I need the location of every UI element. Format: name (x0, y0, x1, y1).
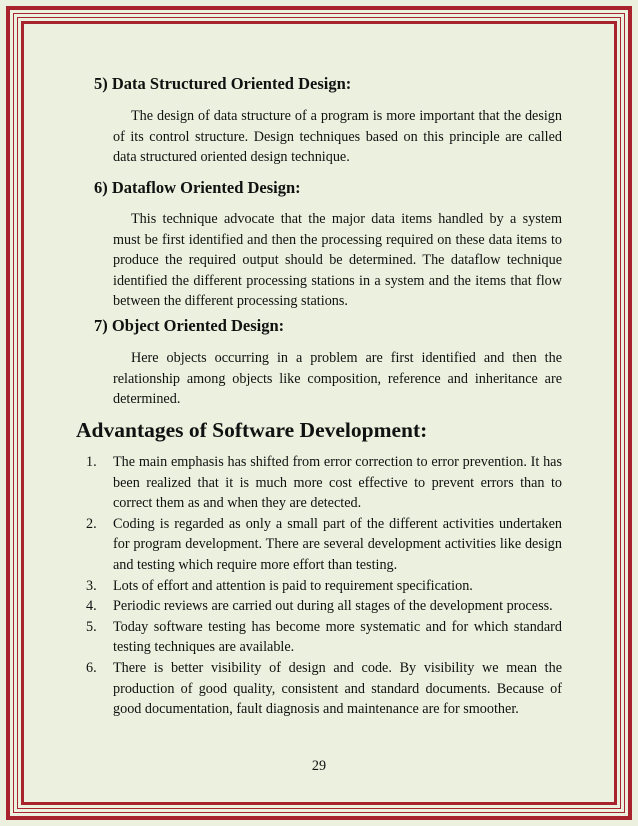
list-item (86, 514, 562, 576)
list-item-number: 6. (86, 659, 97, 676)
section-body-data-structured: The design of data structure of a program is more important that the design of its control structure. Design techniques based on this principle are called data structured oriented design technique. (113, 108, 562, 166)
advantages-heading: Advantages of Software Development: (76, 418, 428, 442)
list-item-number: 3. (86, 577, 97, 594)
list-item-text: The main emphasis has shifted from error correction to error prevention. It has been realized that it is much more cost effective to prevent errors than to correct them as and when they are detected. (113, 454, 562, 512)
list-item-text: Periodic reviews are carried out during all stages of the development process. (113, 598, 553, 615)
list-item-number: 5. (86, 618, 97, 635)
list-item (86, 452, 562, 514)
list-item (86, 576, 562, 597)
list-item-text: There is better visibility of design and code. By visibility we mean the production of good quality, consistent and standard documents. Because of good documentation, fault diagnosis and maintenance are for smoother. (113, 659, 562, 718)
section-heading-object-oriented: 7) Object Oriented Design: (94, 316, 285, 335)
list-item-number: 4. (86, 598, 97, 615)
list-item (86, 658, 562, 720)
section-heading-data-structured: 5) Data Structured Oriented Design: (94, 74, 352, 93)
list-item-text: Lots of effort and attention is paid to requirement specification. (113, 577, 473, 594)
list-item-text: Today software testing has become more systematic and for which standard testing techniques are available. (113, 618, 562, 656)
list-item (86, 617, 562, 658)
advantages-list (86, 452, 562, 720)
list-item-number: 2. (86, 515, 97, 532)
section-body-object-oriented: Here objects occurring in a problem are first identified and then the relationship among objects like composition, reference and inheritance are determined. (113, 350, 562, 408)
section-body-dataflow: This technique advocate that the major data items handled by a system must be first identified and then the processing required on these data items to produce the required output should be determined. The dataflow technique identified the different processing stations in a system and the items that flow between the different processing stations. (113, 211, 562, 310)
list-item-number: 1. (86, 454, 97, 470)
page-number: 29 (311, 758, 327, 774)
list-item-text: Coding is regarded as only a small part of the different activities undertaken for program development. There are several development activities like design and testing which require more effort than testing. (113, 515, 562, 573)
list-item (86, 596, 562, 617)
section-heading-dataflow: 6) Dataflow Oriented Design: (94, 178, 301, 197)
